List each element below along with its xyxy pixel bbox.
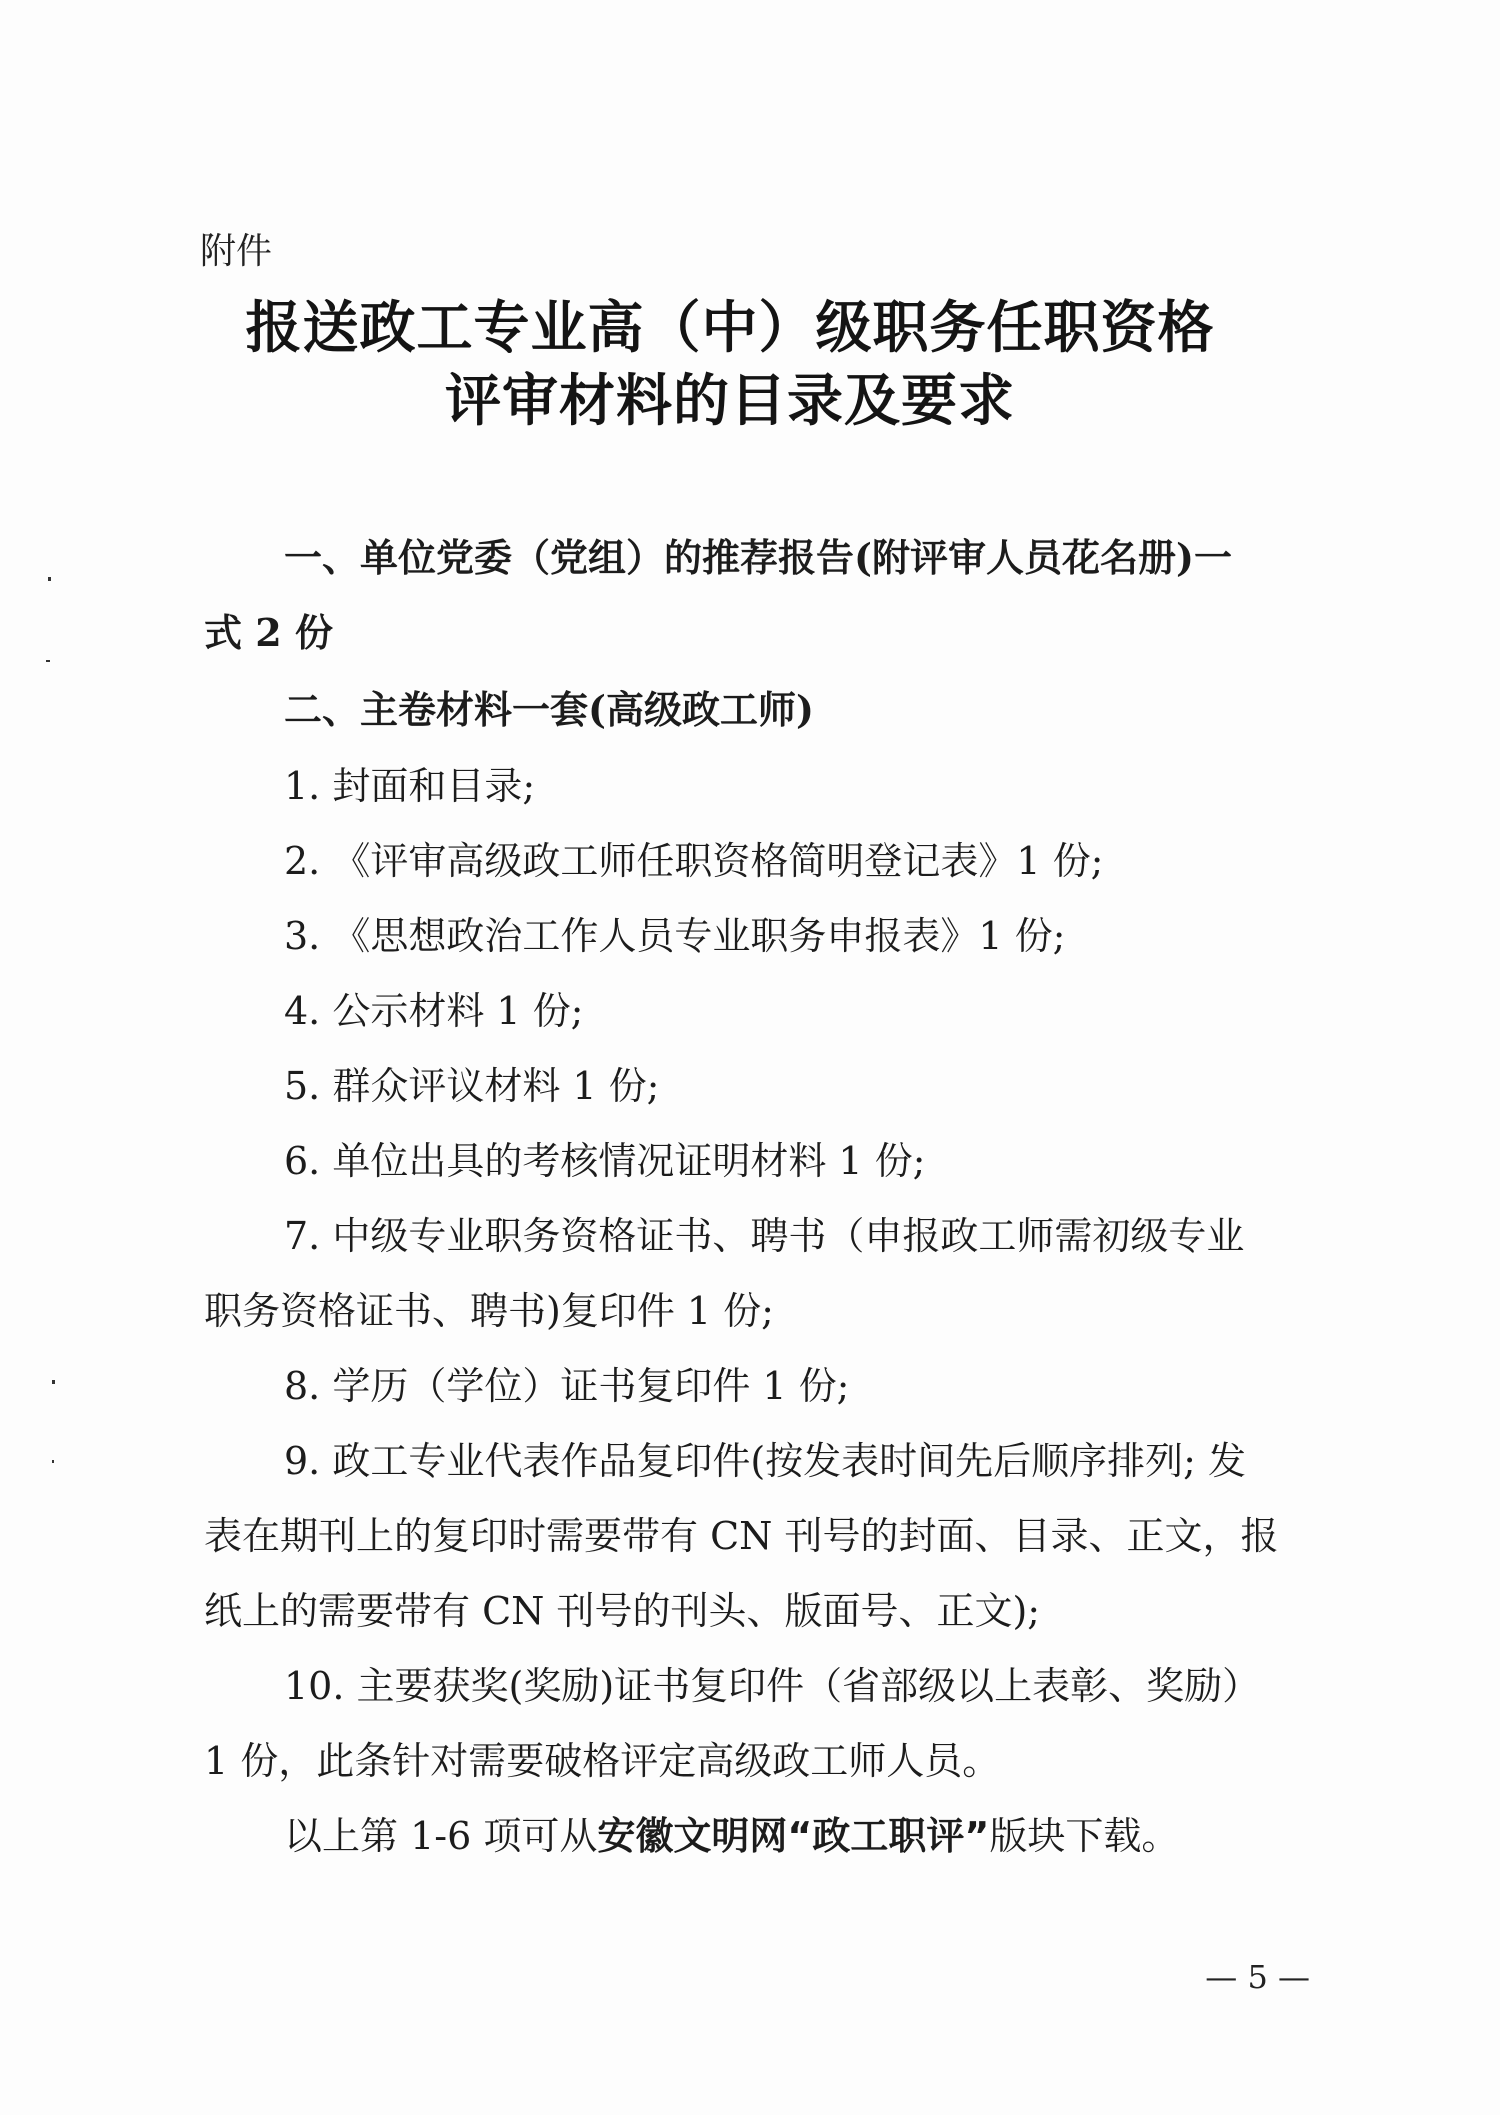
download-note xyxy=(284,1808,1179,1864)
section-name: “政工职评” xyxy=(787,1814,990,1858)
site-name: 安徽文明网 xyxy=(597,1814,788,1858)
item-1: 1. 封面和目录; xyxy=(284,764,536,808)
item-9-line-2: 表在期刊上的复印时需要带有 CN 刊号的封面、目录、正文，报 xyxy=(204,1514,1279,1558)
item-2: 2. 《评审高级政工师任职资格简明登记表》1 份; xyxy=(284,839,1104,883)
item-5: 5. 群众评议材料 1 份; xyxy=(284,1064,660,1108)
item-6: 6. 单位出具的考核情况证明材料 1 份; xyxy=(284,1139,926,1183)
item-3: 3. 《思想政治工作人员专业职务申报表》1 份; xyxy=(284,914,1066,958)
item-7-line-2: 职务资格证书、聘书)复印件 1 份; xyxy=(204,1289,774,1333)
section-2-heading: 二、主卷材料一套(高级政工师) xyxy=(284,687,814,732)
scan-speck xyxy=(52,1460,54,1463)
scan-speck xyxy=(48,577,51,581)
scan-speck xyxy=(52,1380,55,1384)
section-1-line-1: 一、单位党委（党组）的推荐报告(附评审人员花名册)一 xyxy=(284,535,1232,580)
item-8: 8. 学历（学位）证书复印件 1 份; xyxy=(284,1364,850,1408)
download-note-suffix: 版块下载。 xyxy=(989,1814,1180,1858)
download-note-prefix: 以上第 1-6 项可从 xyxy=(284,1814,598,1858)
item-4: 4. 公示材料 1 份; xyxy=(284,989,584,1033)
page-number: — 5 — xyxy=(1205,1958,1310,1996)
item-9-line-3: 纸上的需要带有 CN 刊号的刊头、版面号、正文); xyxy=(204,1589,1041,1633)
document-title-line-1: 报送政工专业高（中）级职务任职资格 xyxy=(245,295,1215,361)
item-9-line-1: 9. 政工专业代表作品复印件(按发表时间先后顺序排列; 发 xyxy=(284,1439,1247,1483)
document-title-line-2: 评审材料的目录及要求 xyxy=(445,368,1015,434)
item-7-line-1: 7. 中级专业职务资格证书、聘书（申报政工师需初级专业 xyxy=(284,1214,1245,1258)
attachment-label: 附件 xyxy=(200,231,273,272)
section-1-line-2: 式 2 份 xyxy=(204,610,333,655)
scan-speck xyxy=(46,660,50,662)
item-10-line-1: 10. 主要获奖(奖励)证书复印件（省部级以上表彰、奖励） xyxy=(284,1664,1261,1708)
item-10-line-2: 1 份，此条针对需要破格评定高级政工师人员。 xyxy=(204,1739,1001,1783)
